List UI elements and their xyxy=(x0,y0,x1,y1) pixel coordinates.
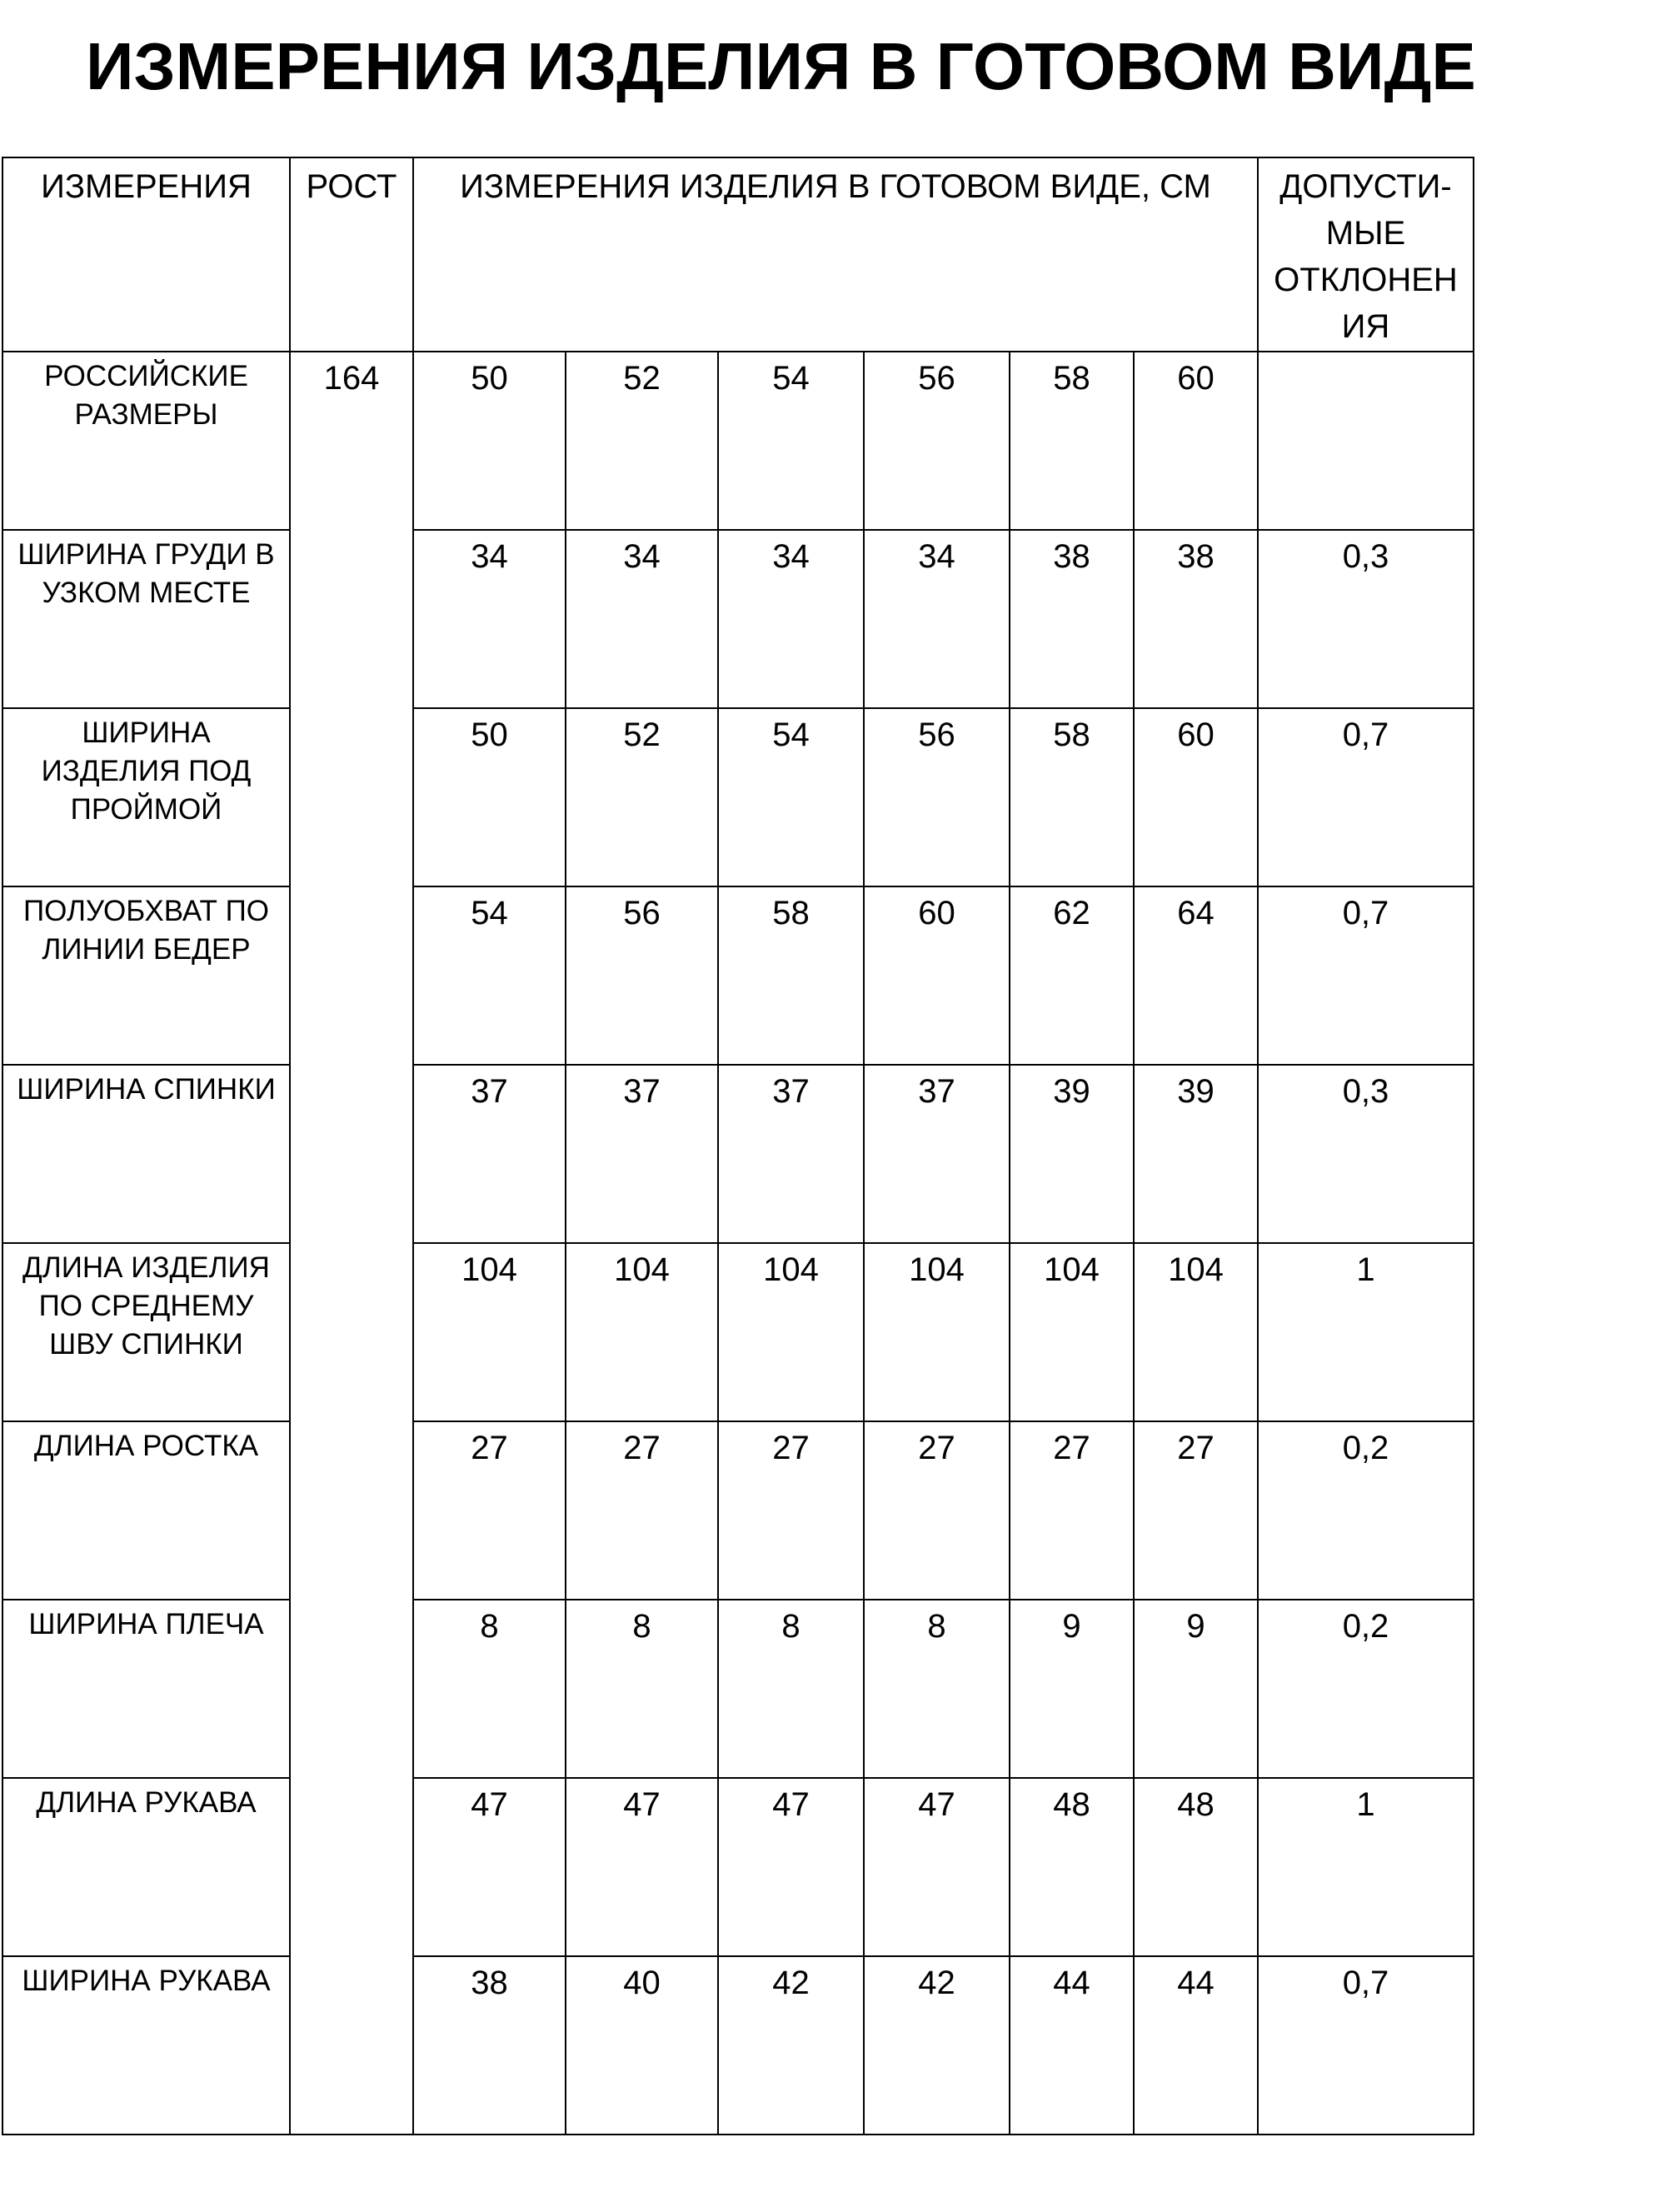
size-value-cell: 27 xyxy=(1134,1421,1258,1600)
height-value: 164 xyxy=(323,360,380,397)
size-value-cell: 60 xyxy=(1134,708,1258,886)
size-value-cell: 104 xyxy=(1010,1243,1134,1421)
table-row xyxy=(2,708,1474,886)
size-value-cell: 54 xyxy=(413,886,566,1065)
size-value-cell: 60 xyxy=(864,886,1010,1065)
row-label xyxy=(2,530,290,708)
size-value-cell: 39 xyxy=(1010,1065,1134,1243)
size-value-cell: 50 xyxy=(413,708,566,886)
row-label-text: ШИРИНА СПИНКИ xyxy=(17,1073,276,1106)
row-label-text: РОССИЙСКИЕ РАЗМЕРЫ xyxy=(44,360,248,431)
size-value-cell: 104 xyxy=(718,1243,864,1421)
header-deviation-label: ДОПУСТИ- МЫЕ ОТКЛОНЕН ИЯ xyxy=(1274,168,1458,345)
table-row xyxy=(2,1065,1474,1243)
size-value-cell: 56 xyxy=(864,708,1010,886)
size-value-cell: 40 xyxy=(566,1956,718,2135)
deviation-value-cell: 0,2 xyxy=(1258,1600,1474,1778)
deviation-value-cell: 1 xyxy=(1258,1243,1474,1421)
size-value-cell: 8 xyxy=(566,1600,718,1778)
header-measurement xyxy=(2,157,290,352)
header-row xyxy=(2,157,1474,352)
size-value-cell: 58 xyxy=(1010,708,1134,886)
deviation-value-cell: 0,3 xyxy=(1258,530,1474,708)
size-value-cell: 48 xyxy=(1010,1778,1134,1956)
table-row xyxy=(2,886,1474,1065)
size-value-cell: 47 xyxy=(864,1778,1010,1956)
deviation-value-cell: 0,2 xyxy=(1258,1421,1474,1600)
deviation-value-cell: 1 xyxy=(1258,1778,1474,1956)
size-value-cell: 39 xyxy=(1134,1065,1258,1243)
size-value-cell: 47 xyxy=(566,1778,718,1956)
size-value-cell: 54 xyxy=(718,708,864,886)
size-value-cell: 37 xyxy=(566,1065,718,1243)
row-label-text: ДЛИНА РОСТКА xyxy=(33,1430,259,1462)
size-value-cell: 8 xyxy=(413,1600,566,1778)
row-label-text: ДЛИНА РУКАВА xyxy=(36,1786,257,1819)
size-value-cell: 52 xyxy=(566,708,718,886)
height-value-cell xyxy=(290,352,413,2135)
size-value-cell: 104 xyxy=(566,1243,718,1421)
size-value-cell: 47 xyxy=(718,1778,864,1956)
size-value-cell: 9 xyxy=(1134,1600,1258,1778)
table-row xyxy=(2,530,1474,708)
size-value-cell: 34 xyxy=(718,530,864,708)
size-value-cell: 54 xyxy=(718,352,864,530)
row-label xyxy=(2,1956,290,2135)
deviation-value-cell: 0,7 xyxy=(1258,708,1474,886)
page-title: ИЗМЕРЕНИЯ ИЗДЕЛИЯ В ГОТОВОМ ВИДЕ xyxy=(86,29,1476,103)
size-value-cell: 8 xyxy=(718,1600,864,1778)
size-value-cell: 42 xyxy=(864,1956,1010,2135)
row-label xyxy=(2,1778,290,1956)
size-value-cell: 42 xyxy=(718,1956,864,2135)
size-value-cell: 34 xyxy=(864,530,1010,708)
size-value-cell: 27 xyxy=(413,1421,566,1600)
size-value-cell: 8 xyxy=(864,1600,1010,1778)
table-row xyxy=(2,1956,1474,2135)
table-row xyxy=(2,1600,1474,1778)
size-value-cell: 38 xyxy=(1134,530,1258,708)
size-value-cell: 9 xyxy=(1010,1600,1134,1778)
size-value-cell: 34 xyxy=(566,530,718,708)
size-value-cell: 62 xyxy=(1010,886,1134,1065)
header-height xyxy=(290,157,413,352)
row-label-text: ДЛИНА ИЗДЕЛИЯ ПО СРЕДНЕМУ ШВУ СПИНКИ xyxy=(22,1251,270,1361)
size-value-cell: 104 xyxy=(864,1243,1010,1421)
size-value-cell: 44 xyxy=(1134,1956,1258,2135)
row-label-text: ПОЛУОБХВАТ ПО ЛИНИИ БЕДЕР xyxy=(22,895,270,966)
size-value-cell: 27 xyxy=(864,1421,1010,1600)
row-label xyxy=(2,1421,290,1600)
header-sizes-group xyxy=(413,157,1258,352)
row-label xyxy=(2,1600,290,1778)
deviation-value-cell: 0,7 xyxy=(1258,886,1474,1065)
table-row xyxy=(2,1421,1474,1600)
size-value-cell: 60 xyxy=(1134,352,1258,530)
row-label xyxy=(2,1243,290,1421)
size-value-cell: 58 xyxy=(1010,352,1134,530)
header-sizes-group-label: ИЗМЕРЕНИЯ ИЗДЕЛИЯ В ГОТОВОМ ВИДЕ, СМ xyxy=(460,168,1211,205)
size-value-cell: 58 xyxy=(718,886,864,1065)
size-value-cell: 56 xyxy=(566,886,718,1065)
size-value-cell: 52 xyxy=(566,352,718,530)
size-value-cell: 47 xyxy=(413,1778,566,1956)
row-label xyxy=(2,886,290,1065)
header-deviation xyxy=(1258,157,1474,352)
size-value-cell: 38 xyxy=(413,1956,566,2135)
size-value-cell: 44 xyxy=(1010,1956,1134,2135)
size-value-cell: 64 xyxy=(1134,886,1258,1065)
row-label-text: ШИРИНА ИЗДЕЛИЯ ПОД ПРОЙМОЙ xyxy=(41,717,252,826)
size-value-cell: 37 xyxy=(864,1065,1010,1243)
deviation-value-cell: 0,3 xyxy=(1258,1065,1474,1243)
table-row xyxy=(2,1243,1474,1421)
row-label-text: ШИРИНА РУКАВА xyxy=(22,1965,271,1997)
size-value-cell: 50 xyxy=(413,352,566,530)
measurements-table xyxy=(2,157,1474,2135)
deviation-value-cell xyxy=(1258,352,1474,530)
row-label xyxy=(2,352,290,530)
table-row xyxy=(2,352,1474,530)
size-value-cell: 38 xyxy=(1010,530,1134,708)
row-label xyxy=(2,708,290,886)
header-measurement-label: ИЗМЕРЕНИЯ xyxy=(41,168,252,205)
row-label-text: ШИРИНА ГРУДИ В УЗКОМ МЕСТЕ xyxy=(17,538,275,609)
row-label-text: ШИРИНА ПЛЕЧА xyxy=(28,1608,264,1640)
header-height-label: РОСТ xyxy=(306,168,397,205)
size-value-cell: 37 xyxy=(413,1065,566,1243)
size-value-cell: 56 xyxy=(864,352,1010,530)
table-row xyxy=(2,1778,1474,1956)
size-value-cell: 104 xyxy=(413,1243,566,1421)
size-value-cell: 48 xyxy=(1134,1778,1258,1956)
row-label xyxy=(2,1065,290,1243)
size-value-cell: 27 xyxy=(1010,1421,1134,1600)
deviation-value-cell: 0,7 xyxy=(1258,1956,1474,2135)
size-value-cell: 27 xyxy=(566,1421,718,1600)
size-value-cell: 34 xyxy=(413,530,566,708)
size-value-cell: 104 xyxy=(1134,1243,1258,1421)
size-value-cell: 27 xyxy=(718,1421,864,1600)
size-value-cell: 37 xyxy=(718,1065,864,1243)
